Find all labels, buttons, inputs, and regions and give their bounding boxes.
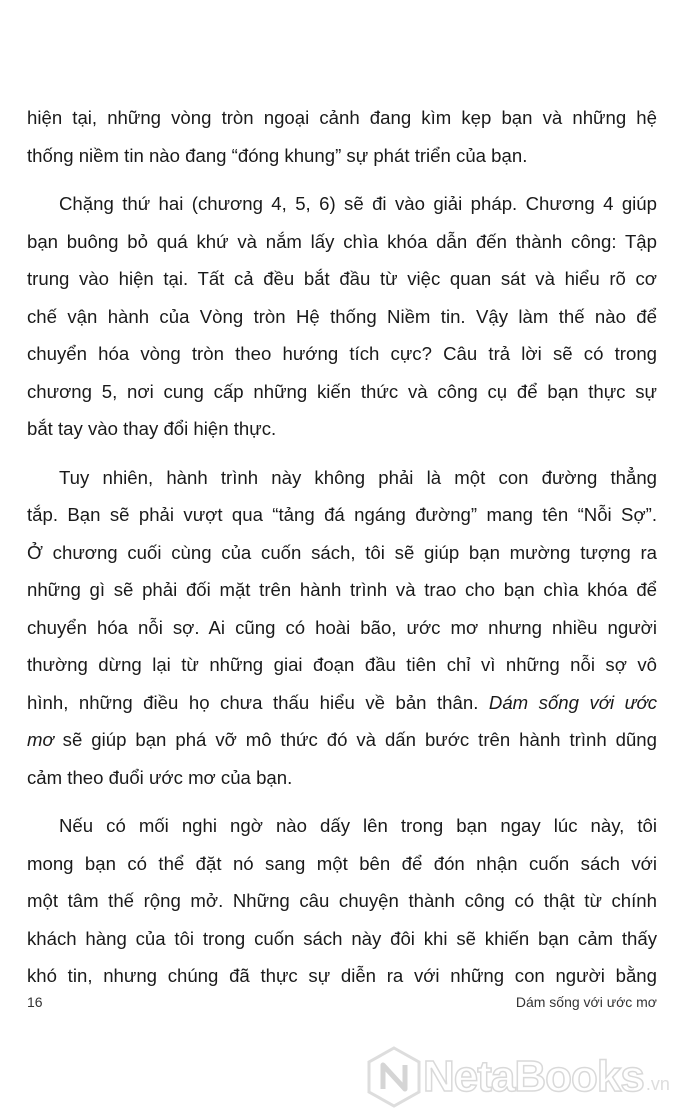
text-line: thường dừng lại từ những giai đoạn đầu tiên chỉ vì những nỗi sợ vô [27, 654, 657, 675]
text-line: cảm theo đuổi ước mơ của bạn. [27, 766, 293, 788]
book-title-italic: Dám sống với ước [488, 691, 657, 713]
text-line: chương 5, nơi cung cấp những kiến thức và công cụ để bạn thực sự [27, 380, 657, 402]
text-line: trung vào hiện tại. Tất cả đều bắt đầu từ việc quan sát và hiểu rõ cơ [27, 268, 657, 289]
text-line: Tuy nhiên, hành trình này không phải là một con đường thẳng [59, 466, 657, 488]
text-line: một tâm thế rộng mở. Những câu chuyện thành công có thật từ chính [27, 890, 657, 911]
text-line [27, 684, 657, 722]
netabooks-logo-icon [365, 1045, 423, 1109]
text-line: chuyển hóa vòng tròn theo hướng tích cực? Câu trả lời sẽ có trong [27, 343, 657, 364]
text-line: chuyển hóa nỗi sợ. Ai cũng có hoài bão, ước mơ nhưng nhiều người [27, 616, 657, 638]
text-line: tắp. Bạn sẽ phải vượt qua “tảng đá ngáng đường” mang tên “Nỗi Sợ”. [27, 504, 657, 525]
netabooks-watermark [365, 1045, 670, 1109]
watermark-brand: NetaBooks [423, 1052, 644, 1101]
page-footer [27, 994, 657, 1010]
paragraph-2 [27, 185, 657, 448]
text-segment: sẽ giúp bạn phá vỡ mô thức đó và dấn bước trên hành trình dũng [53, 729, 657, 750]
book-title-italic: mơ [27, 729, 54, 750]
paragraph-4 [27, 807, 657, 995]
paragraph-1 [27, 99, 657, 174]
text-line: Ở chương cuối cùng của cuốn sách, tôi sẽ giúp bạn mường tượng ra [27, 541, 657, 563]
text-line: Chặng thứ hai (chương 4, 5, 6) sẽ đi vào giải pháp. Chương 4 giúp [59, 193, 657, 214]
text-line [27, 721, 657, 759]
running-title: Dám sống với ước mơ [515, 994, 657, 1010]
watermark-suffix: .vn [645, 1073, 670, 1094]
book-page-body [27, 99, 657, 1006]
page-number: 16 [27, 994, 43, 1010]
paragraph-3 [27, 459, 657, 797]
text-line: Nếu có mối nghi ngờ nào dấy lên trong bạn ngay lúc này, tôi [59, 815, 657, 836]
text-line: khó tin, nhưng chúng đã thực sự diễn ra với những con người bằng [27, 965, 657, 986]
text-segment: hình, những điều họ chưa thấu hiểu về bản thân. [27, 691, 489, 713]
text-line: bắt tay vào thay đổi hiện thực. [27, 418, 277, 439]
text-line: những gì sẽ phải đối mặt trên hành trình và trao cho bạn chìa khóa để [27, 579, 657, 600]
text-line: mong bạn có thể đặt nó sang một bên để đón nhận cuốn sách với [27, 852, 657, 874]
text-line: bạn buông bỏ quá khứ và nắm lấy chìa khóa dẫn đến thành công: Tập [27, 230, 657, 252]
text-line: khách hàng của tôi trong cuốn sách này đôi khi sẽ khiến bạn cảm thấy [27, 927, 657, 949]
text-line: hiện tại, những vòng tròn ngoại cảnh đang kìm kẹp bạn và những hệ [27, 107, 657, 128]
text-line: chế vận hành của Vòng tròn Hệ thống Niềm tin. Vậy làm thế nào để [27, 305, 657, 327]
text-line: thống niềm tin nào đang “đóng khung” sự phát triển của bạn. [27, 144, 528, 166]
